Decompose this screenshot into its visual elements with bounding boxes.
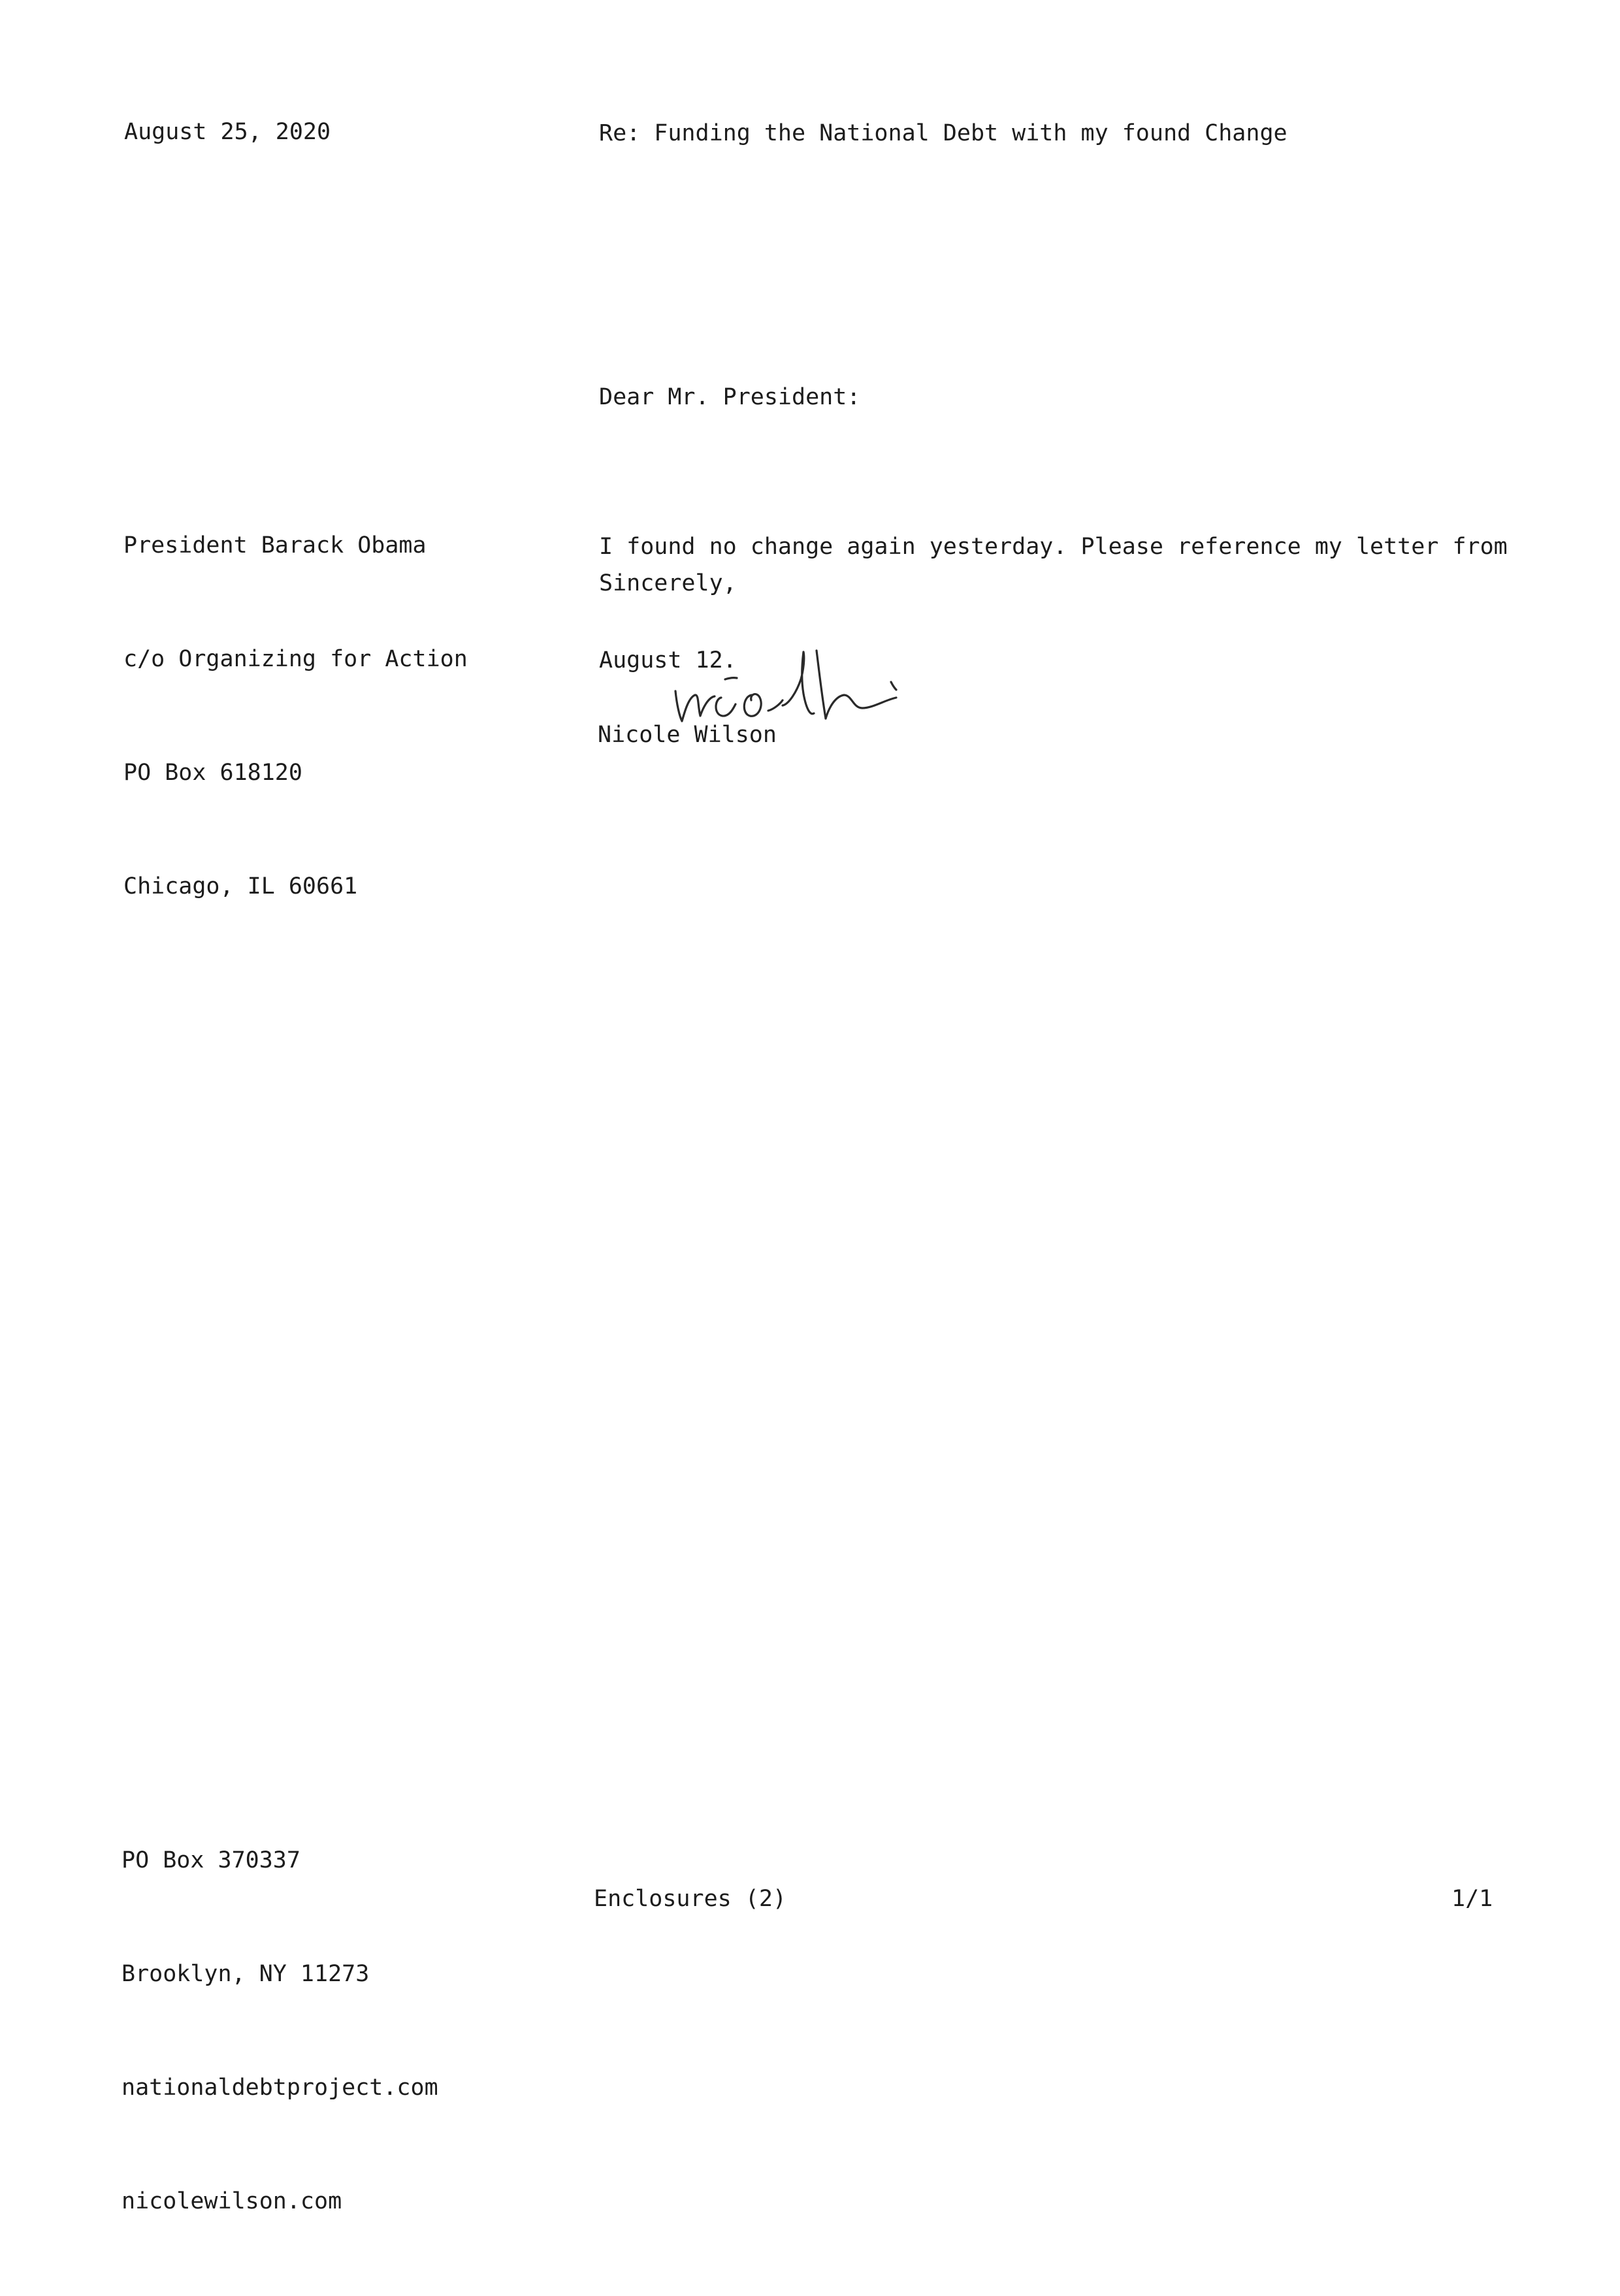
sender-city: Brooklyn, NY 11273	[122, 1961, 370, 1987]
body-line: I found no change again yesterday. Please reference my letter from	[599, 534, 1508, 560]
recipient-address	[123, 451, 468, 981]
body-line: August 12.	[599, 647, 737, 673]
letter-date: August 25, 2020	[124, 119, 331, 145]
letter-subject: Re: Funding the National Debt with my found Change	[599, 120, 1288, 146]
sender-address	[122, 1766, 438, 2296]
sender-po-box: PO Box 370337	[122, 1847, 300, 1873]
recipient-po-box: PO Box 618120	[123, 760, 302, 786]
enclosures-note: Enclosures (2)	[594, 1886, 787, 1912]
sender-website-personal: nicolewilson.com	[122, 2188, 342, 2214]
signer-name: Nicole Wilson	[598, 722, 777, 748]
signature-icon	[608, 594, 915, 699]
recipient-city: Chicago, IL 60661	[123, 873, 358, 899]
salutation: Dear Mr. President:	[599, 384, 861, 410]
recipient-organization: c/o Organizing for Action	[123, 646, 468, 672]
sender-website-project: nationaldebtproject.com	[122, 2075, 438, 2101]
recipient-name: President Barack Obama	[123, 532, 427, 558]
page-number: 1/1	[1451, 1886, 1493, 1912]
closing: Sincerely,	[599, 570, 737, 596]
